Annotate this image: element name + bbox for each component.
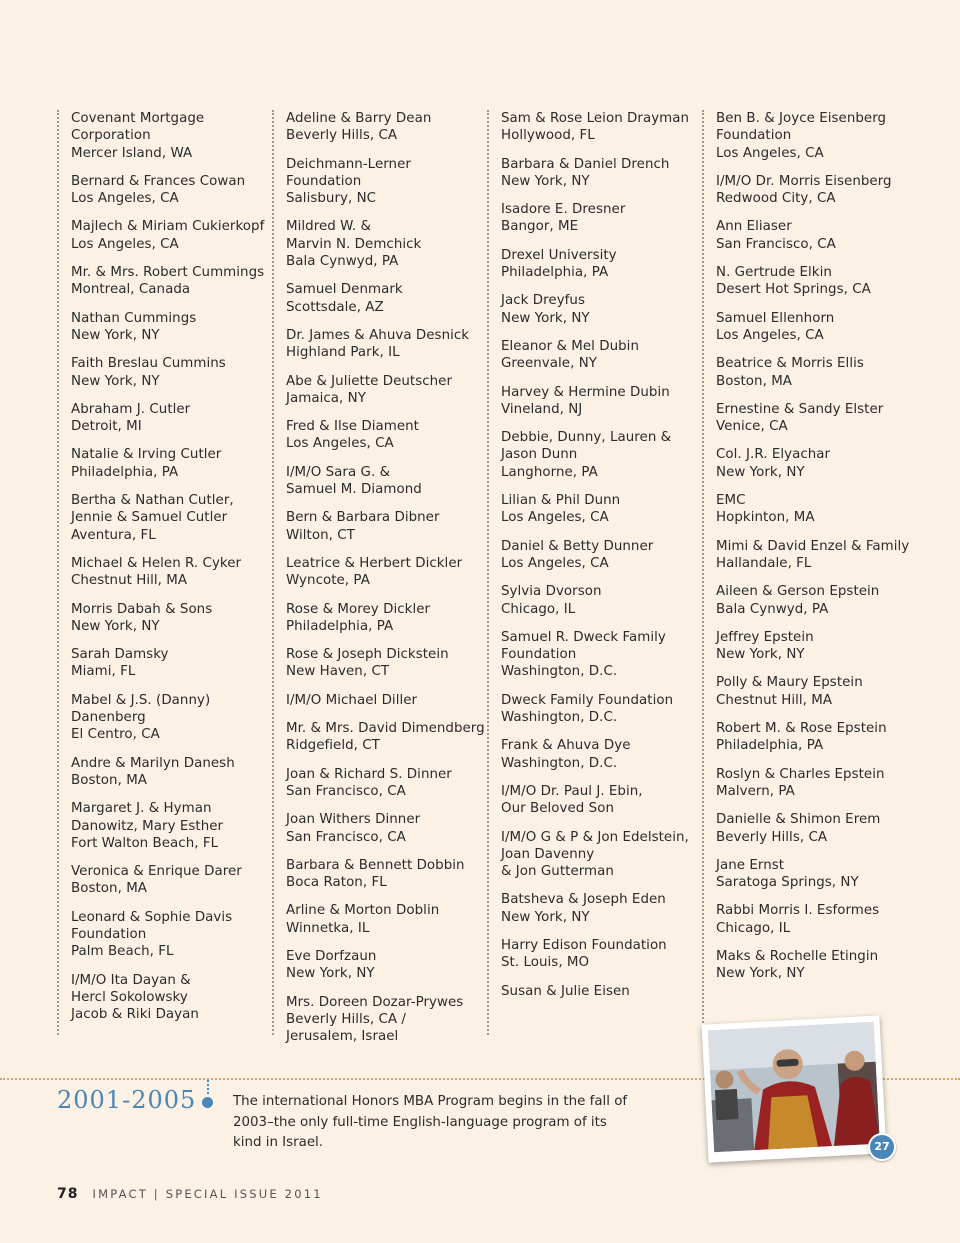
- donor-name: Polly & Maury Epstein: [716, 675, 863, 691]
- donor-line: San Francisco, CA: [716, 236, 836, 252]
- donor-line: Saratoga Springs, NY: [716, 875, 859, 891]
- donor-entry: [286, 110, 486, 145]
- donor-line: Bala Cynwyd, PA: [716, 601, 829, 617]
- donor-entry: [71, 173, 271, 208]
- donor-name: I/M/O Sara G. &: [286, 464, 391, 480]
- donor-line: Los Angeles, CA: [716, 327, 824, 343]
- donor-line: Washington, D.C.: [501, 755, 618, 771]
- donor-entry: [71, 401, 271, 436]
- donor-line: Jamaica, NY: [286, 390, 366, 406]
- donor-entry: [286, 902, 486, 937]
- donor-line: Boston, MA: [71, 772, 148, 788]
- donor-entry: [716, 173, 916, 208]
- donor-name: Natalie & Irving Cutler: [71, 447, 222, 463]
- donor-entry: [716, 857, 916, 892]
- donor-line: El Centro, CA: [71, 727, 160, 743]
- donor-name: Eleanor & Mel Dubin: [501, 338, 639, 354]
- donor-line: Danowitz, Mary Esther: [71, 818, 224, 834]
- donor-entry: [716, 218, 916, 253]
- donor-name: Beatrice & Morris Ellis: [716, 356, 864, 372]
- donor-name: Robert M. & Rose Epstein: [716, 721, 887, 737]
- donor-column-3: [487, 110, 701, 1035]
- donor-line: New York, NY: [286, 966, 375, 982]
- donor-name: Morris Dabah & Sons: [71, 601, 213, 617]
- donor-line: Highland Park, IL: [286, 345, 400, 361]
- donor-name: Leatrice & Herbert Dickler: [286, 555, 463, 571]
- donor-name: Ann Eliaser: [716, 219, 792, 235]
- donor-entry: [71, 218, 271, 253]
- donor-name: N. Gertrude Elkin: [716, 265, 832, 281]
- donor-line: Bangor, ME: [501, 219, 579, 235]
- donor-line: Samuel M. Diamond: [286, 482, 422, 498]
- donor-entry: [286, 766, 486, 801]
- donor-entry: [716, 538, 916, 573]
- donor-line: Palm Beach, FL: [71, 944, 174, 960]
- donor-entry: [71, 555, 271, 590]
- donor-entry: [286, 646, 486, 681]
- donor-name: Rabbi Morris I. Esformes: [716, 903, 880, 919]
- donor-entry: [501, 629, 701, 681]
- donor-name: Jack Dreyfus: [501, 293, 585, 309]
- donor-name: Veronica & Enrique Darer: [71, 864, 242, 880]
- donor-name: Mildred W. &: [286, 219, 371, 235]
- donor-line: New York, NY: [501, 909, 590, 925]
- donor-line: Philadelphia, PA: [716, 738, 824, 754]
- donor-entry: [71, 863, 271, 898]
- donor-entry: [716, 401, 916, 436]
- donor-column-4: [702, 110, 916, 1035]
- donor-line: Los Angeles, CA: [501, 510, 609, 526]
- donor-name: Samuel R. Dweck Family: [501, 629, 666, 645]
- donor-entry: [71, 492, 271, 544]
- donor-name: Dweck Family Foundation: [501, 692, 674, 708]
- donor-name: Margaret J. & Hyman: [71, 801, 212, 817]
- donor-entry: [71, 110, 271, 162]
- donor-line: Hopkinton, MA: [716, 510, 815, 526]
- dalai-lama-photo: [702, 1015, 887, 1162]
- donor-line: Corporation: [71, 128, 151, 144]
- donor-entry: [286, 692, 486, 709]
- donor-line: Hercl Sokolowsky: [71, 989, 188, 1005]
- donor-name: Rose & Morey Dickler: [286, 601, 431, 617]
- donor-entry: [501, 338, 701, 373]
- donor-entry: [71, 355, 271, 390]
- donor-line: Foundation: [71, 926, 147, 942]
- donor-name: Bern & Barbara Dibner: [286, 510, 440, 526]
- donor-name: Sam & Rose Leion Drayman: [501, 111, 690, 126]
- donor-name: Michael & Helen R. Cyker: [71, 555, 242, 571]
- donor-name: Majlech & Miriam Cukierkopf: [71, 219, 265, 235]
- donor-line: Los Angeles, CA: [501, 555, 609, 571]
- donor-line: Beverly Hills, CA: [716, 829, 828, 845]
- donor-name: Mimi & David Enzel & Family: [716, 538, 910, 554]
- donor-name: Sarah Damsky: [71, 647, 169, 663]
- donor-name: Jeffrey Epstein: [716, 629, 814, 645]
- donor-entry: [71, 601, 271, 636]
- donor-entry: [501, 292, 701, 327]
- donor-line: Bala Cynwyd, PA: [286, 254, 399, 270]
- donor-name: Ernestine & Sandy Elster: [716, 401, 884, 417]
- donor-entry: [501, 156, 701, 191]
- donor-line: Jennie & Samuel Cutler: [71, 510, 228, 526]
- donor-entry: [716, 674, 916, 709]
- donor-line: Venice, CA: [716, 419, 788, 435]
- donor-name: Mr. & Mrs. David Dimendberg: [286, 721, 485, 737]
- donor-name: Andre & Marilyn Danesh: [71, 755, 235, 771]
- donor-name: Deichmann-Lerner: [286, 156, 411, 172]
- donor-name: I/M/O G & P & Jon Edelstein,: [501, 829, 689, 845]
- donor-name: Leonard & Sophie Davis: [71, 909, 233, 925]
- donor-entry: [716, 720, 916, 755]
- donor-name: Daniel & Betty Dunner: [501, 538, 654, 554]
- donor-line: Boston, MA: [71, 881, 148, 897]
- donor-entry: [501, 783, 701, 818]
- donor-entry: [71, 972, 271, 1024]
- donor-name: Maks & Rochelle Etingin: [716, 948, 879, 964]
- donor-entry: [716, 110, 916, 162]
- donor-name: Harry Edison Foundation: [501, 937, 667, 953]
- donor-name: Roslyn & Charles Epstein: [716, 766, 885, 782]
- donor-entry: [286, 218, 486, 270]
- donor-line: San Francisco, CA: [286, 829, 406, 845]
- donor-entry: [71, 909, 271, 961]
- donor-line: Montreal, Canada: [71, 282, 191, 298]
- timeline-note: The international Honors MBA Program begins in the fall of 2003–the only full-time English-language program of its kind in Israel.: [233, 1094, 628, 1150]
- donor-entry: [286, 994, 486, 1046]
- donor-line: Jerusalem, Israel: [286, 1029, 399, 1045]
- donor-line: Boston, MA: [716, 373, 793, 389]
- donor-entry: [716, 446, 916, 481]
- donor-name: I/M/O Dr. Paul J. Ebin,: [501, 783, 643, 799]
- donor-entry: [716, 948, 916, 983]
- donor-entry: [501, 429, 701, 481]
- donor-entry: [501, 247, 701, 282]
- donor-line: New York, NY: [71, 373, 160, 389]
- donor-entry: [501, 384, 701, 419]
- donor-entry: [501, 692, 701, 727]
- donor-name: Mr. & Mrs. Robert Cummings: [71, 265, 265, 281]
- donor-line: New York, NY: [71, 327, 160, 343]
- donor-entry: [501, 492, 701, 527]
- donor-name: Fred & Ilse Diament: [286, 419, 419, 435]
- donor-entry: [286, 373, 486, 408]
- donor-column-2: [272, 110, 486, 1045]
- publication-title: IMPACT | SPECIAL ISSUE 2011: [92, 1187, 323, 1201]
- donor-line: Malvern, PA: [716, 783, 795, 799]
- donor-line: Our Beloved Son: [501, 801, 614, 817]
- donor-name: Adeline & Barry Dean: [286, 111, 432, 126]
- donor-name: Barbara & Daniel Drench: [501, 156, 670, 172]
- donor-line: Los Angeles, CA: [71, 191, 179, 207]
- donor-line: Philadelphia, PA: [71, 464, 179, 480]
- donor-entry: [501, 110, 701, 145]
- donor-line: Foundation: [716, 128, 792, 144]
- donor-line: Hallandale, FL: [716, 555, 812, 571]
- donor-entry: [286, 948, 486, 983]
- donor-entry: [501, 891, 701, 926]
- donor-name: Joan Withers Dinner: [286, 812, 421, 828]
- timeline-connector: [207, 1080, 209, 1094]
- donor-line: Detroit, MI: [71, 419, 142, 435]
- donor-name: Isadore E. Dresner: [501, 202, 626, 218]
- donor-name: Samuel Denmark: [286, 282, 403, 298]
- donor-name: Bertha & Nathan Cutler,: [71, 493, 234, 509]
- donor-line: Danenberg: [71, 710, 146, 726]
- donor-name: EMC: [716, 493, 746, 509]
- donor-entry: [286, 811, 486, 846]
- donor-name: Barbara & Bennett Dobbin: [286, 857, 465, 873]
- donor-name: Nathan Cummings: [71, 310, 197, 326]
- donor-entry: [71, 800, 271, 852]
- page-number: 78: [57, 1186, 79, 1202]
- donor-line: Wilton, CT: [286, 527, 355, 543]
- donor-line: Langhorne, PA: [501, 464, 598, 480]
- donor-name: Bernard & Frances Cowan: [71, 173, 246, 189]
- donor-line: & Jon Gutterman: [501, 864, 614, 880]
- donor-entry: [71, 264, 271, 299]
- donor-entry: [716, 766, 916, 801]
- donor-line: Philadelphia, PA: [286, 618, 394, 634]
- donor-entry: [71, 692, 271, 744]
- donor-name: Harvey & Hermine Dubin: [501, 384, 670, 400]
- donor-entry: [286, 601, 486, 636]
- donor-line: New York, NY: [501, 173, 590, 189]
- donor-entry: [501, 737, 701, 772]
- donor-name: Mrs. Doreen Dozar-Prywes: [286, 994, 464, 1010]
- donor-entry: [501, 829, 701, 881]
- donor-name: Susan & Julie Eisen: [501, 983, 630, 999]
- donor-line: Foundation: [501, 647, 577, 663]
- donor-entry: [501, 937, 701, 972]
- donor-entry: [716, 811, 916, 846]
- donor-name: Samuel Ellenhorn: [716, 310, 835, 326]
- donor-line: Chicago, IL: [501, 601, 576, 617]
- donor-line: Washington, D.C.: [501, 710, 618, 726]
- donor-name: Jane Ernst: [716, 857, 785, 873]
- donor-entry: [716, 492, 916, 527]
- donor-name: I/M/O Michael Diller: [286, 692, 418, 708]
- donor-name: Dr. James & Ahuva Desnick: [286, 327, 470, 343]
- donor-entry: [501, 983, 701, 1000]
- donor-line: Beverly Hills, CA: [286, 128, 398, 144]
- donor-name: Danielle & Shimon Erem: [716, 812, 881, 828]
- donor-name: Sylvia Dvorson: [501, 584, 602, 600]
- donor-entry: [716, 583, 916, 618]
- donor-line: Scottsdale, AZ: [286, 299, 384, 315]
- donor-entry: [71, 310, 271, 345]
- donor-line: Joan Davenny: [501, 846, 595, 862]
- donor-line: Fort Walton Beach, FL: [71, 835, 219, 851]
- donor-line: Los Angeles, CA: [286, 436, 394, 452]
- donor-name: Lilian & Phil Dunn: [501, 493, 621, 509]
- donor-name: Aileen & Gerson Epstein: [716, 584, 880, 600]
- donor-line: Foundation: [286, 173, 362, 189]
- donor-line: New Haven, CT: [286, 664, 390, 680]
- donor-line: Hollywood, FL: [501, 128, 595, 144]
- donor-line: Miami, FL: [71, 664, 136, 680]
- donor-line: Mercer Island, WA: [71, 145, 193, 161]
- donor-line: Greenvale, NY: [501, 356, 597, 372]
- donor-entry: [286, 156, 486, 208]
- donor-entry: [71, 755, 271, 790]
- donor-line: Washington, D.C.: [501, 664, 618, 680]
- donor-name: Abraham J. Cutler: [71, 401, 191, 417]
- donor-line: New York, NY: [716, 647, 805, 663]
- donor-name: Col. J.R. Elyachar: [716, 447, 831, 463]
- donor-line: Beverly Hills, CA /: [286, 1011, 406, 1027]
- donor-line: Salisbury, NC: [286, 191, 377, 207]
- donor-line: Aventura, FL: [71, 527, 156, 543]
- donor-entry: [501, 538, 701, 573]
- donor-line: Los Angeles, CA: [716, 145, 824, 161]
- donor-entry: [716, 629, 916, 664]
- donor-entry: [716, 902, 916, 937]
- donor-line: New York, NY: [716, 966, 805, 982]
- donor-name: I/M/O Dr. Morris Eisenberg: [716, 173, 892, 189]
- donor-line: Philadelphia, PA: [501, 265, 609, 281]
- donor-line: Los Angeles, CA: [71, 236, 179, 252]
- donor-line: Winnetka, IL: [286, 920, 370, 936]
- donor-line: New York, NY: [501, 310, 590, 326]
- donor-line: Chestnut Hill, MA: [71, 573, 188, 589]
- donor-entry: [286, 464, 486, 499]
- donor-entry: [286, 418, 486, 453]
- donor-line: Ridgefield, CT: [286, 738, 380, 754]
- donor-name: Rose & Joseph Dickstein: [286, 647, 449, 663]
- donor-name: I/M/O Ita Dayan &: [71, 972, 191, 988]
- donor-entry: [71, 646, 271, 681]
- donor-line: Jason Dunn: [501, 447, 578, 463]
- donor-entry: [286, 281, 486, 316]
- donor-line: Wyncote, PA: [286, 573, 370, 589]
- donor-entry: [501, 583, 701, 618]
- donor-line: San Francisco, CA: [286, 783, 406, 799]
- donor-entry: [286, 327, 486, 362]
- donor-line: Redwood City, CA: [716, 191, 836, 207]
- timeline-years: 2001-2005: [57, 1086, 197, 1114]
- donor-line: Chicago, IL: [716, 920, 791, 936]
- donor-line: Desert Hot Springs, CA: [716, 282, 871, 298]
- donor-name: Ben B. & Joyce Eisenberg: [716, 111, 887, 126]
- donor-entry: [286, 720, 486, 755]
- donor-line: New York, NY: [71, 618, 160, 634]
- donor-line: Boca Raton, FL: [286, 875, 387, 891]
- photo-image: [708, 1022, 880, 1153]
- donor-entry: [286, 509, 486, 544]
- donor-entry: [716, 264, 916, 299]
- donor-name: Drexel University: [501, 247, 617, 263]
- donor-entry: [716, 310, 916, 345]
- donor-name: Frank & Ahuva Dye: [501, 738, 631, 754]
- donor-name: Covenant Mortgage: [71, 111, 205, 126]
- donor-line: Marvin N. Demchick: [286, 236, 422, 252]
- donor-entry: [501, 201, 701, 236]
- donor-name: Joan & Richard S. Dinner: [286, 766, 452, 782]
- timeline-dot: [202, 1097, 213, 1108]
- donor-line: Vineland, NJ: [501, 401, 583, 417]
- donor-line: Chestnut Hill, MA: [716, 692, 833, 708]
- donor-line: New York, NY: [716, 464, 805, 480]
- donor-entry: [71, 446, 271, 481]
- page-footer: [57, 1186, 323, 1202]
- donor-entry: [286, 857, 486, 892]
- donor-list: [0, 110, 960, 1045]
- donor-name: Abe & Juliette Deutscher: [286, 373, 453, 389]
- donor-name: Eve Dorfzaun: [286, 948, 377, 964]
- donor-column-1: [57, 110, 271, 1035]
- donor-line: Jacob & Riki Dayan: [71, 1007, 199, 1023]
- donor-name: Batsheva & Joseph Eden: [501, 892, 666, 908]
- donor-entry: [716, 355, 916, 390]
- donor-name: Mabel & J.S. (Danny): [71, 692, 211, 708]
- donor-line: St. Louis, MO: [501, 955, 590, 971]
- donor-name: Debbie, Dunny, Lauren &: [501, 430, 672, 446]
- donor-name: Faith Breslau Cummins: [71, 356, 226, 372]
- photo-number-badge: 27: [868, 1133, 896, 1161]
- donor-entry: [286, 555, 486, 590]
- donor-name: Arline & Morton Doblin: [286, 903, 440, 919]
